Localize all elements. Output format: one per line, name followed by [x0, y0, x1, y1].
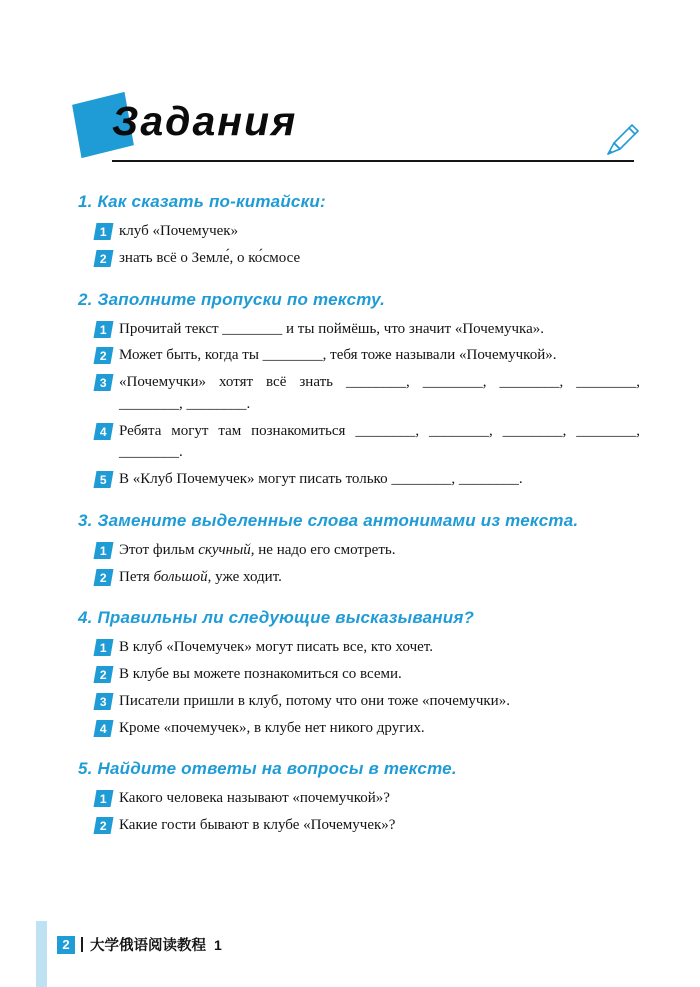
item-number-badge — [94, 347, 114, 364]
section-heading: 2. Заполните пропуски по тексту. — [78, 289, 386, 309]
item-text — [119, 372, 640, 416]
item-number: 5 — [100, 472, 107, 487]
emphasized-word: скучный — [198, 541, 251, 558]
item-number-badge — [94, 321, 114, 338]
exercise-section — [78, 192, 640, 270]
exercise-section — [78, 759, 640, 837]
item-number: 2 — [100, 667, 107, 682]
text-segment: Ребята могут там познакомиться ________, ________, ________, ________, ________. — [119, 422, 640, 461]
text-segment: знать всё о Земле́, о ко́смосе — [119, 249, 301, 266]
item-number-badge — [94, 542, 114, 559]
text-segment: Может быть, когда ты ________, тебя тоже называли «Почемучкой». — [119, 347, 557, 364]
text-segment: Какие гости бывают в клубе «Почемучек»? — [119, 817, 396, 833]
exercise-item — [78, 788, 640, 810]
item-number-badge — [94, 790, 114, 807]
item-number: 2 — [100, 251, 107, 266]
pencil-icon — [600, 116, 646, 162]
section-heading: 5. Найдите ответы на вопросы в тексте. — [78, 759, 457, 779]
item-number: 4 — [100, 721, 107, 735]
exercise-item — [78, 540, 640, 562]
exercise-item — [78, 372, 640, 416]
item-number: 3 — [100, 694, 107, 709]
item-number-badge — [94, 250, 114, 267]
item-text — [119, 637, 640, 659]
exercise-item — [78, 221, 640, 243]
footer — [57, 934, 222, 955]
exercise-section — [78, 608, 640, 739]
exercise-item — [78, 248, 640, 270]
title-underline — [112, 160, 634, 162]
item-number: 1 — [100, 791, 107, 806]
text-segment: , не надо его смотреть. — [250, 541, 396, 558]
footer-divider — [81, 937, 83, 952]
item-text — [119, 319, 640, 341]
book-title: 大学俄语阅读教程 — [90, 938, 206, 954]
text-segment: клуб «Почемучек» — [119, 223, 239, 239]
item-text — [119, 345, 640, 367]
item-number-badge — [94, 817, 114, 834]
item-number: 4 — [100, 424, 107, 438]
item-number-badge — [94, 223, 114, 240]
item-text — [119, 540, 640, 562]
exercise-item — [78, 691, 640, 713]
item-number: 2 — [100, 348, 107, 363]
item-text — [119, 691, 640, 713]
item-number-badge — [94, 471, 114, 488]
text-segment: Этот фильм — [119, 541, 199, 558]
exercise-section — [78, 290, 640, 491]
text-segment: «Почемучки» хотят всё знать ________, ________, ________, ________, ________, ________. — [119, 374, 640, 412]
text-segment: Прочитай текст ________ и ты поймёшь, что значит «Почемучка». — [119, 320, 544, 337]
item-number-badge — [94, 720, 114, 737]
text-segment: Кроме «почемучек», в клубе нет никого других. — [119, 719, 425, 736]
text-segment: , уже ходит. — [207, 568, 282, 585]
exercise-item — [78, 319, 640, 341]
item-number: 2 — [100, 570, 107, 584]
item-text — [119, 469, 640, 491]
item-text — [119, 248, 640, 270]
sections — [78, 192, 640, 857]
page-title: Задания — [112, 98, 298, 144]
section-heading: 1. Как сказать по-китайски: — [78, 192, 326, 211]
section-heading: 3. Замените выделенные слова антонимами из текста. — [78, 510, 579, 530]
item-number-badge — [94, 423, 114, 440]
section-heading: 4. Правильны ли следующие высказывания? — [78, 608, 475, 628]
text-segment: Писатели пришли в клуб, потому что они тоже «почемучки». — [119, 692, 510, 709]
item-number: 1 — [100, 543, 107, 558]
volume-number: 1 — [214, 936, 222, 953]
item-number-badge — [94, 639, 114, 656]
exercise-section — [78, 511, 640, 589]
item-text — [119, 664, 640, 686]
text-segment: В «Клуб Почемучек» могут писать только ________, ________. — [119, 471, 523, 487]
item-text — [119, 567, 640, 589]
item-text — [119, 788, 640, 810]
footer-left-strip — [36, 921, 47, 987]
item-text — [119, 815, 640, 837]
title-block — [78, 96, 640, 186]
item-number: 1 — [100, 322, 107, 336]
item-number: 2 — [100, 818, 107, 833]
exercise-item — [78, 469, 640, 491]
item-text — [119, 421, 640, 465]
item-number-badge — [94, 693, 114, 710]
text-segment: Какого человека называют «почемучкой»? — [119, 790, 390, 807]
emphasized-word: большой — [153, 568, 208, 585]
exercise-item — [78, 637, 640, 659]
exercise-item — [78, 421, 640, 465]
item-text — [119, 718, 640, 740]
text-segment: В клуб «Почемучек» могут писать все, кто хочет. — [119, 639, 433, 656]
item-number-badge — [94, 569, 114, 586]
item-number: 1 — [100, 224, 107, 239]
item-number-badge — [94, 374, 114, 391]
text-segment: Петя — [119, 568, 154, 585]
exercise-item — [78, 815, 640, 837]
item-number: 1 — [100, 640, 107, 655]
exercise-item — [78, 567, 640, 589]
page-number-badge: 2 — [57, 936, 75, 954]
exercise-item — [78, 664, 640, 686]
item-text — [119, 221, 640, 243]
text-segment: В клубе вы можете познакомиться со всеми. — [119, 666, 402, 682]
item-number: 3 — [100, 375, 107, 390]
item-number-badge — [94, 666, 114, 683]
exercise-item — [78, 345, 640, 367]
exercise-item — [78, 718, 640, 740]
